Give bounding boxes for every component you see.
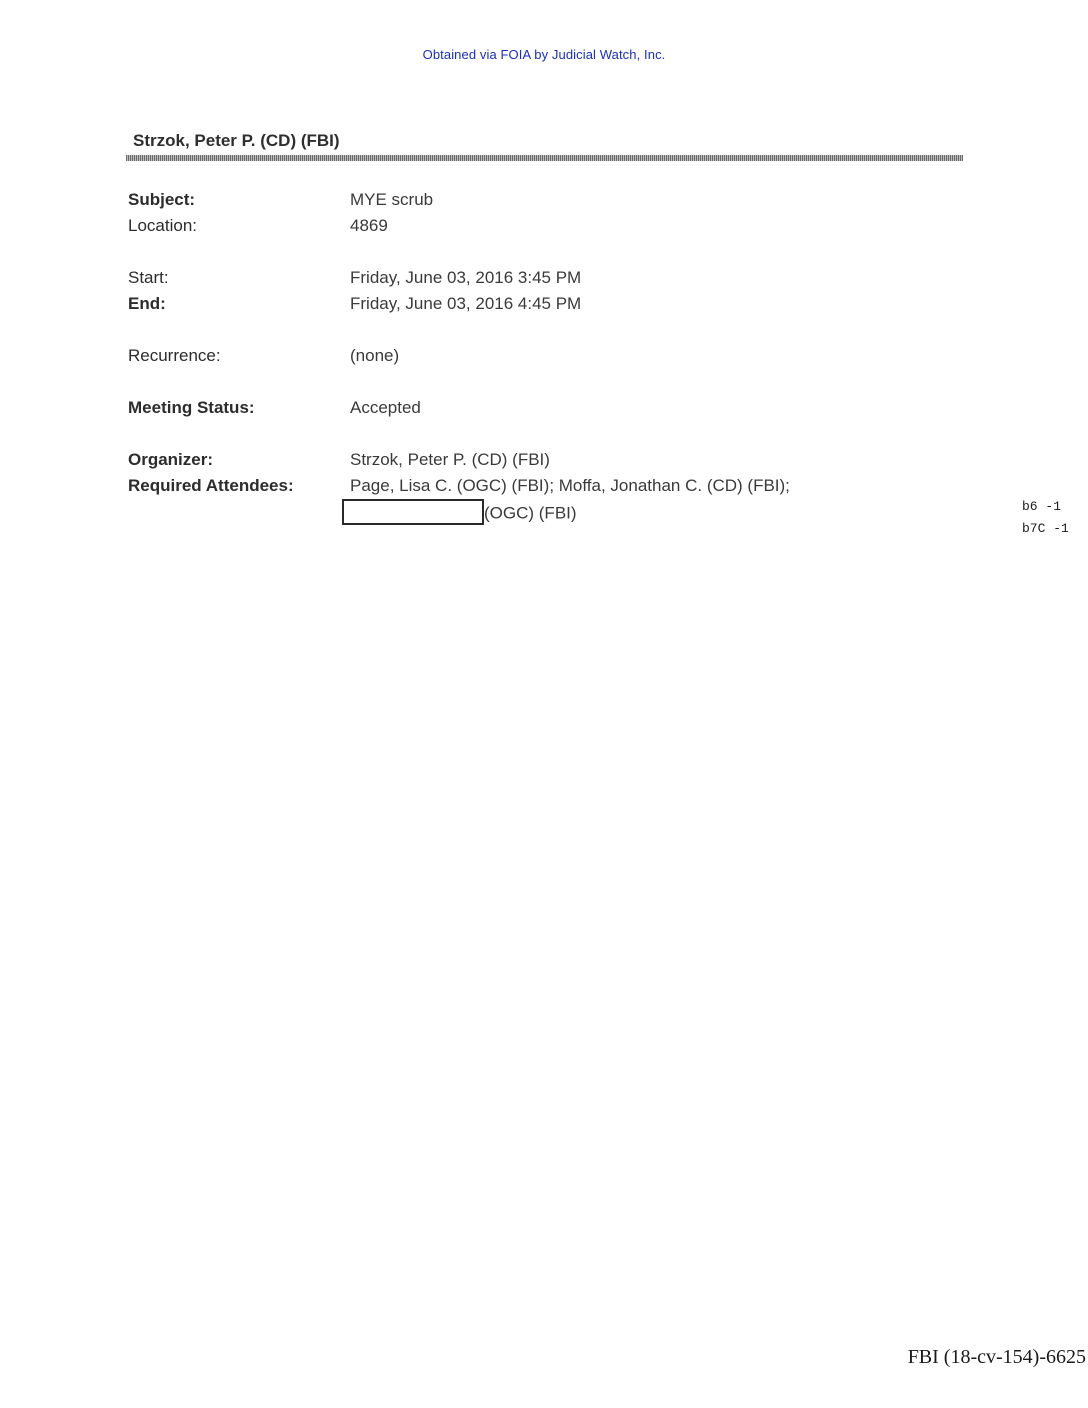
header-divider [126, 155, 963, 161]
bates-number: FBI (18-cv-154)-6625 [907, 1346, 1086, 1368]
organizer-value: Strzok, Peter P. (CD) (FBI) [350, 450, 550, 469]
meeting-status-value: Accepted [350, 398, 421, 417]
subject-label: Subject: [128, 190, 196, 209]
required-attendees-line2 [350, 501, 577, 527]
required-attendees-line2-suffix: (OGC) (FBI) [484, 503, 577, 523]
mailbox-owner-name: Strzok, Peter P. (CD) (FBI) [133, 131, 340, 150]
required-attendees-line1: Page, Lisa C. (OGC) (FBI); Moffa, Jonathan C. (CD) (FBI); [350, 476, 790, 495]
exemption-code-b7c: b7C -1 [1022, 521, 1069, 536]
exemption-code-b6: b6 -1 [1022, 499, 1062, 514]
start-label: Start: [128, 268, 169, 287]
location-value: 4869 [350, 216, 388, 235]
end-label: End: [128, 294, 166, 313]
location-label: Location: [128, 216, 197, 235]
foia-watermark: Obtained via FOIA by Judicial Watch, Inc. [422, 47, 666, 62]
organizer-label: Organizer: [128, 450, 214, 469]
meeting-status-label: Meeting Status: [128, 398, 255, 417]
recurrence-value: (none) [350, 346, 400, 365]
end-value: Friday, June 03, 2016 4:45 PM [350, 294, 582, 313]
required-attendees-label: Required Attendees: [128, 476, 294, 495]
redaction-box [342, 499, 484, 525]
start-value: Friday, June 03, 2016 3:45 PM [350, 268, 582, 287]
subject-value: MYE scrub [350, 190, 434, 209]
recurrence-label: Recurrence: [128, 346, 221, 365]
